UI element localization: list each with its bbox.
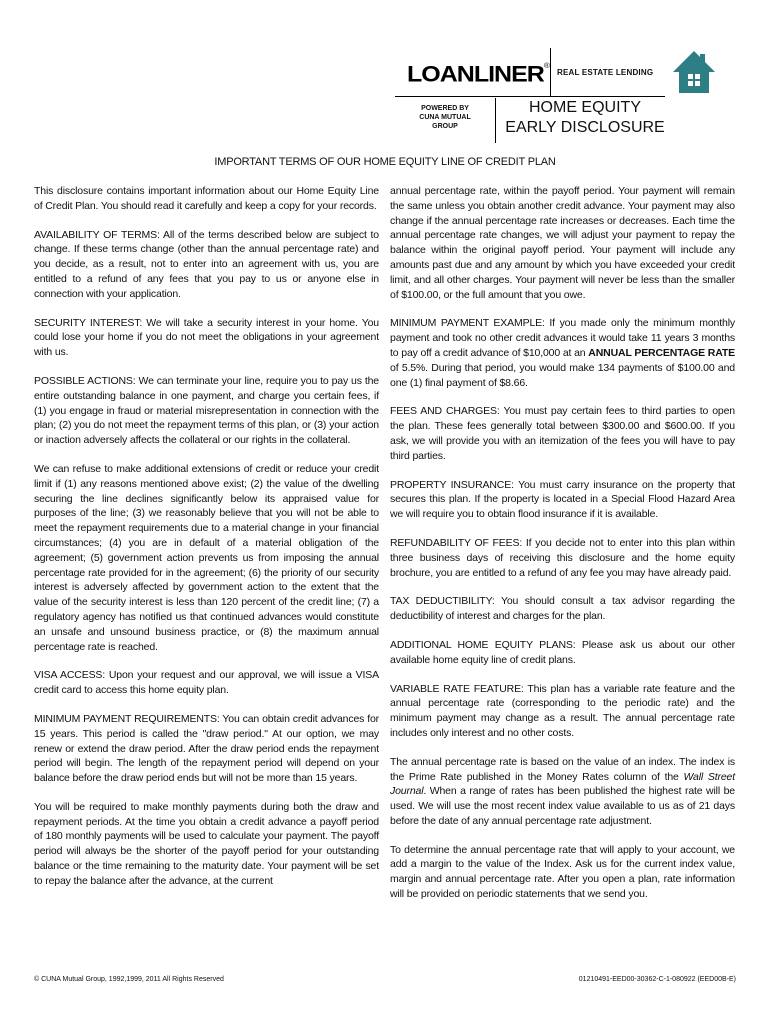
index-paragraph bbox=[390, 755, 735, 829]
home-equity-title bbox=[505, 98, 665, 138]
index-text-b: . When a range of rates has been published the highest rate will be used. We will use the most recent index value available to us as of 21 days before the date of any annual percentage rate adjustment. bbox=[390, 785, 735, 827]
footer-copyright: © CUNA Mutual Group, 1992,1999, 2011 All Rights Reserved bbox=[34, 976, 224, 983]
real-estate-lending-label: REAL ESTATE LENDING bbox=[557, 68, 654, 77]
monthly-payments-paragraph: You will be required to make monthly payments during both the draw and repayment periods. At the time you obtain a credit advance a payoff period of 180 monthly payments will be used to calculate your payment. The payoff period will always be the shorter of the payoff period for your outstanding balance or the time remaining to the maturity date. Your payment will be set to repay the balance after the advance, at the current bbox=[34, 800, 379, 887]
home-equity-title-line-1: HOME EQUITY bbox=[528, 99, 641, 116]
powered-line-2: CUNA MUTUAL bbox=[419, 114, 471, 121]
index-text-a: The annual percentage rate is based on the value of an index. The index is the Prime Rate published in the Money Rates column of the bbox=[390, 755, 735, 783]
footer-form-number: 01210491-EED00-30362-C-1-080922 (EED00B-E) bbox=[578, 976, 736, 983]
example-apr-bold: ANNUAL PERCENTAGE RATE bbox=[588, 346, 735, 359]
logo-registered-mark: ® bbox=[543, 61, 550, 70]
example-text-a: MINIMUM PAYMENT EXAMPLE: If you made only the minimum monthly payment and took no other credit advances it would take 11 years 3 months to pay off a credit advance of $10,000 at an bbox=[390, 317, 735, 359]
tax-deductibility-paragraph: TAX DEDUCTIBILITY: You should consult a tax advisor regarding the deductibility of interest and charges for the plan. bbox=[390, 595, 735, 623]
fees-and-charges-paragraph: FEES AND CHARGES: You must pay certain fees to third parties to open the plan. These fees generally total between $300.00 and $600.00. If you ask, we will provide you with an itemization of the fees you will have to pay third parties. bbox=[390, 405, 735, 462]
powered-by-box bbox=[395, 98, 496, 143]
refundability-of-fees-paragraph: REFUNDABILITY OF FEES: If you decide not to enter into this plan within three business days of receiving this disclosure and the home equity brochure, you are entitled to a refund of any fee you may have already paid. bbox=[390, 536, 735, 579]
loanliner-logo bbox=[407, 61, 550, 87]
payment-continuation-paragraph: annual percentage rate, within the payoff period. Your payment will remain the same unless you obtain another credit advance. Your payment may also change if the annual percentage rate increases or decreases. Each time the annual percentage rate changes, we will adjust your payment to repay the balance within the original payoff period. Your payment will include any amounts past due and any amount by which you have exceeded your credit limit, and all other charges. Your payment will never be less than the smaller of $100.00, or the full amount that you owe. bbox=[390, 185, 735, 301]
variable-rate-feature-paragraph: VARIABLE RATE FEATURE: This plan has a variable rate feature and the annual percentage rate (corresponding to the periodic rate) and the minimum payment may change as a result. The annual percentage rate includes only interest and no other costs. bbox=[390, 682, 735, 739]
minimum-payment-example-paragraph bbox=[390, 316, 735, 390]
powered-line-1: POWERED BY bbox=[421, 105, 469, 112]
minimum-payment-requirements-paragraph: MINIMUM PAYMENT REQUIREMENTS: You can obtain credit advances for 15 years. This period is called the "draw period." At our option, we may renew or extend the draw period. After the draw period ends the repayment period will begin. The length of the repayment period will depend on your balance before the draw period ends but will not be more than 15 years. bbox=[34, 712, 379, 785]
home-equity-title-line-2: EARLY DISCLOSURE bbox=[505, 119, 665, 136]
visa-access-paragraph: VISA ACCESS: Upon your request and our approval, we will issue a VISA credit card to access this home equity plan. bbox=[34, 669, 379, 697]
property-insurance-paragraph: PROPERTY INSURANCE: You must carry insurance on the property that secures this plan. If the property is located in a Special Flood Hazard Area we will require you to obtain flood insurance if it is available. bbox=[390, 478, 735, 521]
logo-box bbox=[395, 48, 665, 97]
security-interest-paragraph: SECURITY INTEREST: We will take a security interest in your home. You could lose your home if you do not meet the obligations in your agreement with us. bbox=[34, 316, 379, 359]
powered-line-3: GROUP bbox=[432, 123, 458, 130]
possible-actions-paragraph: POSSIBLE ACTIONS: We can terminate your line, require you to pay us the entire outstanding balance in one payment, and charge you certain fees, if (1) you engage in fraud or material misrepresentation in connection with the plan; (2) you do not meet the repayment terms of this plan, or (3) your action or inaction adversely affects the collateral or our rights in the collateral. bbox=[34, 374, 379, 447]
refuse-credit-paragraph: We can refuse to make additional extensions of credit or reduce your credit limit if (1) any reasons mentioned above exist; (2) the value of the dwelling securing the line declines significantly below its appraised value for purposes of the line; (3) we reasonably believe that you will not be able to meet the repayment requirements due to a material change in your financial circumstances; (4) you are in default of a material obligation of the agreement; (5) government action prevents us from imposing the annual percentage rate provided for in the agreement; (6) the priority of our security interest is adversely affected by government action to the extent that the value of the security interest is less than 120 percent of the credit line; (7) a regulatory agency has notified us that continued advances would constitute an unsafe and unsound business practice, or (8) the maximum annual percentage rate is reached. bbox=[34, 462, 379, 653]
logo-text: LOANLINER bbox=[407, 61, 544, 87]
house-icon bbox=[670, 48, 718, 96]
header bbox=[395, 48, 665, 143]
additional-plans-paragraph: ADDITIONAL HOME EQUITY PLANS: Please ask us about our other available home equity line of credit plans. bbox=[390, 638, 735, 666]
index-wsj-italic: Wall Street Journal bbox=[390, 770, 735, 798]
logo-divider bbox=[550, 48, 551, 96]
right-column bbox=[390, 184, 735, 916]
document-title: IMPORTANT TERMS OF OUR HOME EQUITY LINE OF CREDIT PLAN bbox=[214, 156, 556, 168]
intro-paragraph: This disclosure contains important information about our Home Equity Line of Credit Plan. You should read it carefully and keep a copy for your records. bbox=[34, 185, 379, 212]
availability-of-terms-paragraph: AVAILABILITY OF TERMS: All of the terms described below are subject to change. If these terms change (other than the annual percentage rate) and you decide, as a result, not to enter into an agreement with us, you are entitled to a refund of any fees that you pay to us or anyone else in connection with your application. bbox=[34, 228, 379, 300]
margin-paragraph: To determine the annual percentage rate that will apply to your account, we add a margin to the value of the Index. Ask us for the current index value, margin and annual percentage rate. After you open a plan, rate information will be provided on periodic statements that we send you. bbox=[390, 843, 735, 901]
example-text-b: of 5.5%. During that period, you would make 134 payments of $100.00 and one (1) final payment of $8.66. bbox=[390, 361, 735, 389]
left-column bbox=[34, 184, 379, 903]
